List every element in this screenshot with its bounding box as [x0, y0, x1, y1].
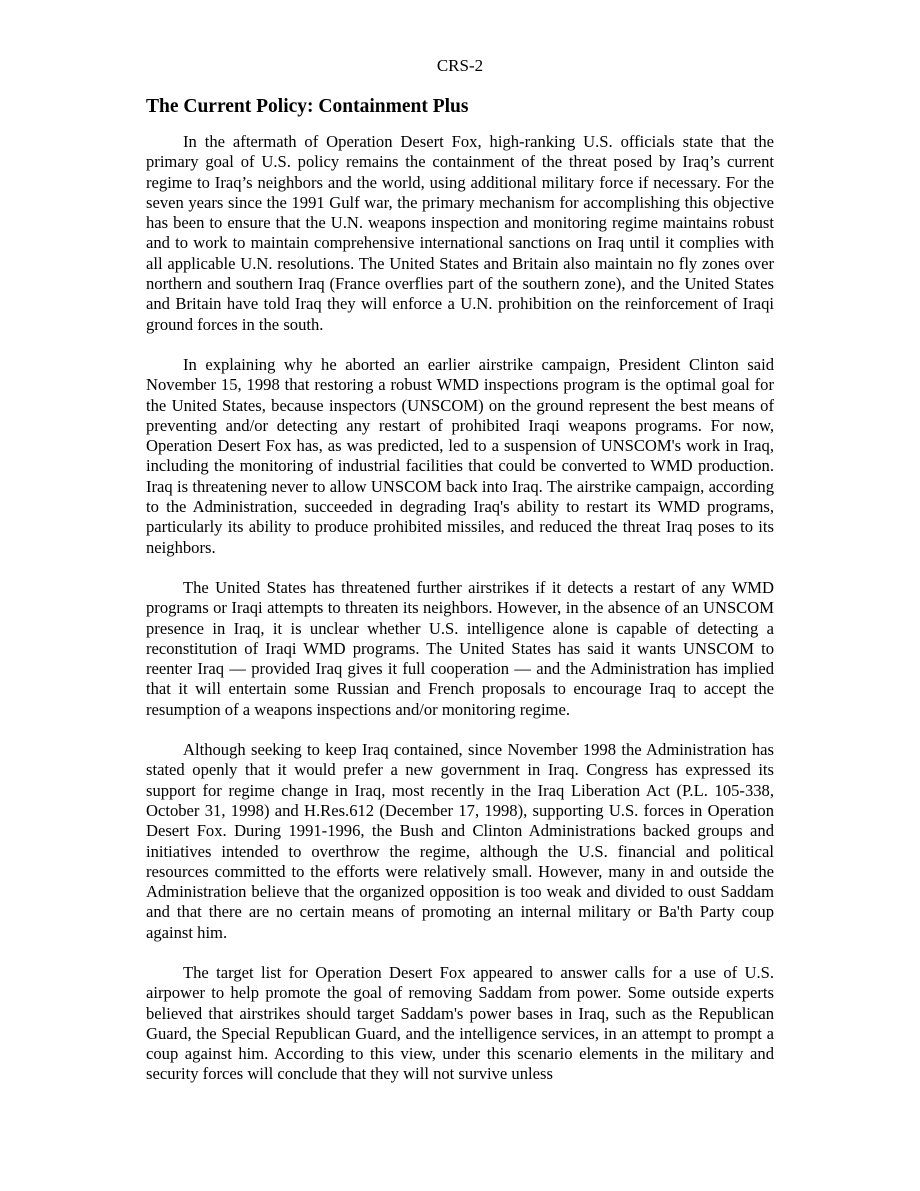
paragraph-1: In the aftermath of Operation Desert Fox, high-ranking U.S. officials state that the primary goal of U.S. policy remains the containment of the threat posed by Iraq’s current regime to Iraq’s neighbors and the world, using additional military force if necessary. For the seven years since the 1991 Gulf war, the primary mechanism for accomplishing this objective has been to ensure that the U.N. weapons inspection and monitoring regime maintains robust and to work to maintain comprehensive international sanctions on Iraq until it complies with all applicable U.N. resolutions. The United States and Britain also maintain no fly zones over northern and southern Iraq (France overflies part of the southern zone), and the United States and Britain have told Iraq they will enforce a U.N. prohibition on the reinforcement of Iraqi ground forces in the south. — [146, 132, 774, 334]
page-number-header: CRS-2 — [436, 56, 484, 75]
section-title: The Current Policy: Containment Plus — [146, 96, 469, 117]
paragraph-4: Although seeking to keep Iraq contained, since November 1998 the Administration has stated openly that it would prefer a new government in Iraq. Congress has expressed its support for regime change in Iraq, most recently in the Iraq Liberation Act (P.L. 105-338, October 31, 1998) and H.Res.612 (December 17, 1998), supporting U.S. forces in Operation Desert Fox. During 1991-1996, the Bush and Clinton Administrations backed groups and initiatives intended to overthrow the regime, although the U.S. financial and political resources committed to the efforts were relatively small. However, many in and outside the Administration believe that the organized opposition is too weak and divided to oust Saddam and that there are no certain means of promoting an internal military or Ba'th Party coup against him. — [146, 740, 774, 942]
document-body — [146, 94, 774, 1105]
paragraph-5: The target list for Operation Desert Fox appeared to answer calls for a use of U.S. airpower to help promote the goal of removing Saddam from power. Some outside experts believed that airstrikes should target Saddam's power bases in Iraq, such as the Republican Guard, the Special Republican Guard, and the intelligence services, in an attempt to prompt a coup against him. According to this view, under this scenario elements in the military and security forces will conclude that they will not survive unless — [146, 962, 774, 1084]
paragraph-3: The United States has threatened further airstrikes if it detects a restart of any WMD programs or Iraqi attempts to threaten its neighbors. However, in the absence of an UNSCOM presence in Iraq, it is unclear whether U.S. intelligence alone is capable of detecting a reconstitution of Iraqi WMD programs. The United States has said it wants UNSCOM to reenter Iraq — provided Iraq gives it full cooperation — and the Administration has implied that it will entertain some Russian and French proposals to encourage Iraq to accept the resumption of a weapons inspections and/or monitoring regime. — [146, 577, 774, 719]
paragraph-2: In explaining why he aborted an earlier airstrike campaign, President Clinton said November 15, 1998 that restoring a robust WMD inspections program is the optimal goal for the United States, because inspectors (UNSCOM) on the ground represent the best means of preventing and/or detecting any restart of prohibited Iraqi weapons programs. For now, Operation Desert Fox has, as was predicted, led to a suspension of UNSCOM's work in Iraq, including the monitoring of industrial facilities that could be converted to WMD production. Iraq is threatening never to allow UNSCOM back into Iraq. The airstrike campaign, according to the Administration, succeeded in degrading Iraq's ability to restart its WMD programs, particularly its ability to produce prohibited missiles, and reduced the threat Iraq poses to its neighbors. — [146, 354, 774, 557]
